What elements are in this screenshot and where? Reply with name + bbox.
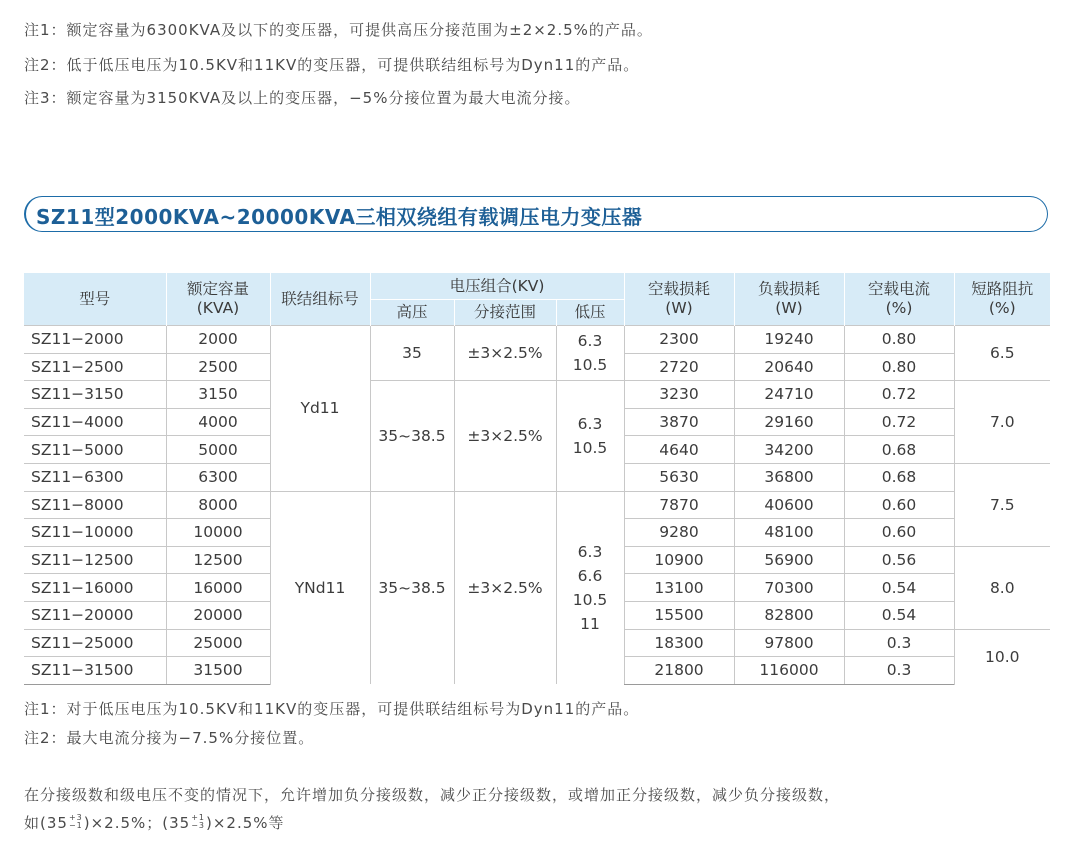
cell-impedance: 8.0 [954, 546, 1050, 629]
cell-no-load-loss: 2300 [624, 326, 734, 354]
cell-hv: 35~38.5 [370, 491, 454, 684]
cell-capacity: 8000 [166, 491, 270, 519]
lv-value: 6.3 [577, 414, 603, 433]
cell-capacity: 2000 [166, 326, 270, 354]
cell-capacity: 4000 [166, 408, 270, 436]
cell-capacity: 3150 [166, 381, 270, 409]
cell-load-loss: 24710 [734, 381, 844, 409]
lv-value: 10.5 [572, 356, 608, 375]
cell-no-load-loss: 15500 [624, 601, 734, 629]
cell-capacity: 2500 [166, 353, 270, 381]
cell-capacity: 10000 [166, 519, 270, 547]
section-title: SZ11型2000KVA~20000KVA三相双绕组有载调压电力变压器 [36, 205, 643, 229]
header-impedance-label: 短路阻抗 [971, 280, 1034, 298]
tap-example [24, 812, 285, 833]
cell-model: SZ11−8000 [24, 491, 166, 519]
cell-no-load-loss: 10900 [624, 546, 734, 574]
cell-impedance: 7.0 [954, 381, 1050, 464]
header-load-loss-unit: (W) [775, 299, 803, 317]
cell-model: SZ11−31500 [24, 657, 166, 685]
lv-value: 10.5 [572, 438, 608, 457]
table-row [24, 326, 1050, 354]
cell-no-load-current: 0.80 [844, 326, 954, 354]
cell-no-load-loss: 9280 [624, 519, 734, 547]
example-superscript-2 [191, 814, 205, 830]
cell-no-load-current: 0.60 [844, 519, 954, 547]
cell-hv: 35~38.5 [370, 381, 454, 491]
cell-load-loss: 34200 [734, 436, 844, 464]
header-no-load-loss-label: 空载损耗 [648, 280, 711, 298]
cell-no-load-current: 0.68 [844, 463, 954, 491]
cell-model: SZ11−6300 [24, 463, 166, 491]
cell-load-loss: 20640 [734, 353, 844, 381]
cell-no-load-loss: 18300 [624, 629, 734, 657]
cell-load-loss: 97800 [734, 629, 844, 657]
cell-no-load-loss: 21800 [624, 657, 734, 685]
header-voltage-group: 电压组合(KV) [370, 273, 624, 300]
lv-value: 6.3 [577, 542, 603, 561]
cell-lv [556, 491, 624, 684]
cell-tap-range: ±3×2.5% [454, 326, 556, 381]
cell-capacity: 16000 [166, 574, 270, 602]
cell-load-loss: 36800 [734, 463, 844, 491]
cell-no-load-current: 0.54 [844, 601, 954, 629]
cell-no-load-loss: 3230 [624, 381, 734, 409]
cell-no-load-current: 0.72 [844, 408, 954, 436]
example-sup-top: +1 [191, 812, 206, 822]
example-suffix: )×2.5%等 [206, 814, 285, 832]
cell-tap-range: ±3×2.5% [454, 381, 556, 491]
example-mid: )×2.5%；(35 [83, 814, 191, 832]
cell-load-loss: 19240 [734, 326, 844, 354]
lv-value: 6.6 [577, 566, 603, 585]
cell-no-load-current: 0.3 [844, 657, 954, 685]
cell-lv [556, 381, 624, 491]
cell-model: SZ11−16000 [24, 574, 166, 602]
cell-model: SZ11−5000 [24, 436, 166, 464]
table-row [24, 381, 1050, 409]
example-sup-top: +3 [68, 812, 83, 822]
header-connection: 联结组标号 [270, 273, 370, 326]
lv-value: 10.5 [572, 590, 608, 609]
cell-load-loss: 48100 [734, 519, 844, 547]
lv-value: 11 [580, 614, 600, 633]
cell-model: SZ11−12500 [24, 546, 166, 574]
cell-capacity: 12500 [166, 546, 270, 574]
bottom-note-2: 注2：最大电流分接为−7.5%分接位置。 [24, 729, 315, 747]
header-impedance [954, 273, 1050, 326]
bottom-note-1: 注1：对于低压电压为10.5KV和11KV的变压器，可提供联结组标号为Dyn11的产品。 [24, 700, 640, 718]
cell-load-loss: 29160 [734, 408, 844, 436]
cell-no-load-loss: 2720 [624, 353, 734, 381]
header-no-load-loss-unit: (W) [665, 299, 693, 317]
header-load-loss [734, 273, 844, 326]
cell-load-loss: 56900 [734, 546, 844, 574]
cell-no-load-current: 0.3 [844, 629, 954, 657]
cell-load-loss: 40600 [734, 491, 844, 519]
cell-hv: 35 [370, 326, 454, 381]
header-load-loss-label: 负载损耗 [758, 280, 821, 298]
cell-no-load-loss: 13100 [624, 574, 734, 602]
cell-no-load-loss: 5630 [624, 463, 734, 491]
cell-load-loss: 70300 [734, 574, 844, 602]
cell-impedance: 7.5 [954, 463, 1050, 546]
cell-model: SZ11−25000 [24, 629, 166, 657]
example-prefix: 如(35 [24, 814, 68, 832]
cell-no-load-loss: 3870 [624, 408, 734, 436]
cell-model: SZ11−3150 [24, 381, 166, 409]
example-superscript-1 [69, 814, 83, 830]
cell-no-load-loss: 7870 [624, 491, 734, 519]
header-capacity-unit: (KVA) [196, 299, 240, 317]
cell-load-loss: 82800 [734, 601, 844, 629]
header-model: 型号 [24, 273, 166, 326]
cell-capacity: 6300 [166, 463, 270, 491]
cell-no-load-current: 0.54 [844, 574, 954, 602]
cell-no-load-current: 0.80 [844, 353, 954, 381]
header-impedance-unit: (%) [988, 299, 1016, 317]
spec-table [24, 273, 1050, 685]
cell-no-load-current: 0.60 [844, 491, 954, 519]
cell-model: SZ11−2500 [24, 353, 166, 381]
cell-impedance: 6.5 [954, 326, 1050, 381]
header-lv: 低压 [556, 300, 624, 326]
header-capacity-label: 额定容量 [186, 280, 249, 298]
lv-value: 6.3 [577, 332, 603, 351]
header-no-load-current-unit: (%) [885, 299, 913, 317]
header-tap-range: 分接范围 [454, 300, 556, 326]
header-no-load-loss [624, 273, 734, 326]
header-capacity [166, 273, 270, 326]
table-row [24, 491, 1050, 519]
cell-connection: Yd11 [270, 326, 370, 492]
cell-capacity: 20000 [166, 601, 270, 629]
header-no-load-current [844, 273, 954, 326]
cell-no-load-current: 0.72 [844, 381, 954, 409]
cell-capacity: 25000 [166, 629, 270, 657]
cell-connection: YNd11 [270, 491, 370, 684]
cell-model: SZ11−10000 [24, 519, 166, 547]
cell-model: SZ11−4000 [24, 408, 166, 436]
cell-lv [556, 326, 624, 381]
example-sup-bottom: −3 [191, 820, 206, 830]
header-hv: 高压 [370, 300, 454, 326]
top-note-3: 注3：额定容量为3150KVA及以上的变压器，−5%分接位置为最大电流分接。 [24, 89, 581, 107]
cell-load-loss: 116000 [734, 657, 844, 685]
top-note-2: 注2：低于低压电压为10.5KV和11KV的变压器，可提供联结组标号为Dyn11的产品。 [24, 56, 640, 74]
cell-impedance: 10.0 [954, 629, 1050, 684]
cell-capacity: 5000 [166, 436, 270, 464]
top-note-1: 注1：额定容量为6300KVA及以下的变压器，可提供高压分接范围为±2×2.5%的产品。 [24, 21, 653, 39]
example-sup-bottom: −1 [68, 820, 83, 830]
tap-paragraph: 在分接级数和级电压不变的情况下，允许增加负分接级数，减少正分接级数，或增加正分接级数，减少负分接级数， [24, 786, 841, 804]
header-no-load-current-label: 空载电流 [868, 280, 931, 298]
cell-no-load-current: 0.68 [844, 436, 954, 464]
cell-no-load-current: 0.56 [844, 546, 954, 574]
cell-no-load-loss: 4640 [624, 436, 734, 464]
cell-tap-range: ±3×2.5% [454, 491, 556, 684]
cell-model: SZ11−20000 [24, 601, 166, 629]
cell-model: SZ11−2000 [24, 326, 166, 354]
cell-capacity: 31500 [166, 657, 270, 685]
